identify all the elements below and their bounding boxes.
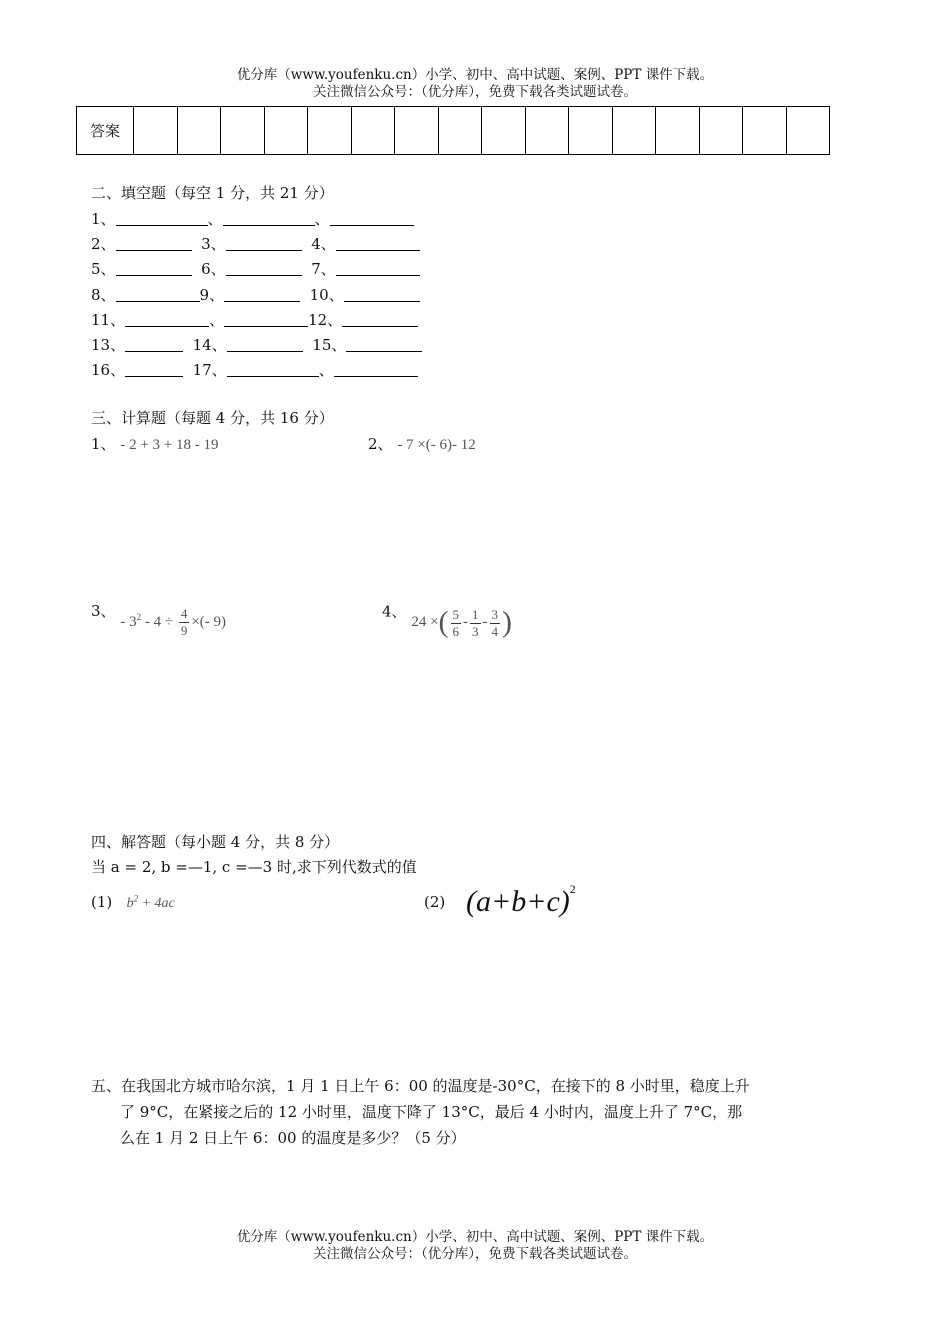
calc-question-4 [382,596,513,639]
fill-label: 、 [209,311,225,329]
math-expression [126,893,175,911]
fill-label: 4、 [311,235,336,253]
fill-blank[interactable] [125,361,183,377]
fill-label: 8、 [91,286,116,304]
answer-cell[interactable] [569,107,613,155]
fill-row [91,208,414,229]
fill-label: 16、 [91,361,126,379]
question-number: 4、 [382,602,407,621]
numerator: 3 [491,606,499,622]
section3-title: 三、计算题（每题 4 分，共 16 分） [91,409,334,427]
question-number: 2、 [368,435,393,453]
fill-label: 12、 [308,311,343,329]
fill-label: 15、 [312,336,347,354]
exponent: 2 [133,893,139,904]
fill-blank[interactable] [344,286,420,302]
fill-blank[interactable] [346,336,422,352]
answer-cell[interactable] [482,107,526,155]
right-paren: ) [502,606,513,639]
denominator: 6 [452,623,460,639]
answer-cell[interactable] [525,107,569,155]
fill-label: 6、 [201,260,226,278]
answer-cell[interactable] [786,107,830,155]
fill-blank[interactable] [116,210,208,226]
answer-cell[interactable] [699,107,743,155]
answer-cell[interactable] [612,107,656,155]
answer-cell[interactable] [264,107,308,155]
section5-line-1: 五、在我国北方城市哈尔滨，1 月 1 日上午 6：00 的温度是-30°C，在接下的 8 小时里，稳度上升 [91,1077,750,1095]
question-number: 3、 [91,601,116,620]
answer-cell[interactable] [221,107,265,155]
fraction [179,606,190,639]
answer-cell[interactable] [438,107,482,155]
header-line-2: 关注微信公众号：（优分库），免费下载各类试题试卷。 [313,84,637,100]
header-line-1: 优分库（www.youfenku.cn）小学、初中、高中试题、案例、PPT 课件下载。 [236,67,714,83]
fill-blank[interactable] [336,235,420,251]
fill-label: 、 [207,210,223,228]
fill-label: 11、 [91,311,126,329]
expr-part: + 4ac [138,896,175,911]
section4-prompt: 当 a = 2, b =—1, c =—3 时,求下列代数式的值 [91,858,417,876]
fill-blank[interactable] [226,235,302,251]
question-number: (1) [91,893,113,911]
expr-part: - 4 ÷ [144,613,174,630]
numerator: 1 [472,606,479,622]
answer-cell[interactable] [134,107,178,155]
numerator: 4 [180,606,188,621]
expr-part: - 3 [120,613,137,630]
answer-cell[interactable] [743,107,787,155]
answer-table [76,106,830,155]
fill-blank[interactable] [336,260,420,276]
denominator: 3 [472,623,479,639]
fill-label: 2、 [91,235,116,253]
calc-question-2 [368,433,476,454]
footer-line-1: 优分库（www.youfenku.cn）小学、初中、高中试题、案例、PPT 课件下载。 [236,1229,714,1245]
fill-row [91,258,420,279]
answer-cell[interactable] [351,107,395,155]
answer-cell[interactable] [395,107,439,155]
fill-label: 5、 [91,260,116,278]
fill-label: 3、 [201,235,226,253]
fill-blank[interactable] [223,210,315,226]
expr-part: ×(- 9) [191,613,227,630]
denominator: 4 [491,623,499,639]
section2-title: 二、填空题（每空 1 分，共 21 分） [91,184,334,202]
math-expression [120,606,227,638]
fill-blank[interactable] [125,336,183,352]
fill-row [91,309,418,330]
fill-row [91,284,420,305]
calc-question-1 [91,433,219,454]
fill-blank[interactable] [342,311,418,327]
fill-blank[interactable] [227,361,319,377]
fill-blank[interactable] [125,311,209,327]
expr-part: b [126,896,134,911]
expr-part: 24 × [411,614,439,631]
denominator: 9 [180,623,188,638]
page-header [0,67,950,101]
fill-label: 13、 [91,336,126,354]
fill-blank[interactable] [116,235,192,251]
numerator: 5 [452,606,460,622]
fill-blank[interactable] [334,361,418,377]
fill-blank[interactable] [224,311,308,327]
answer-cell[interactable] [177,107,221,155]
algebra-question-2-label: (2) [424,893,446,911]
fill-blank[interactable] [116,260,192,276]
answer-cell[interactable] [308,107,352,155]
fill-row [91,359,418,380]
footer-line-2: 关注微信公众号：（优分库），免费下载各类试题试卷。 [313,1246,637,1262]
algebra-question-2-expr [466,882,576,919]
exponent: 2 [569,882,576,896]
fill-label: 、 [318,361,334,379]
fill-blank[interactable] [226,260,302,276]
fill-label: 10、 [309,286,344,304]
math-expression: (a+b+c) [466,885,570,918]
fill-blank[interactable] [224,286,300,302]
fill-label: 17、 [192,361,227,379]
fraction [451,607,462,640]
fraction [470,607,481,640]
fill-label: 、 [314,210,330,228]
fill-label: 1、 [91,210,116,228]
answer-label: 答案 [77,107,134,155]
fill-label: 7、 [311,260,336,278]
calc-question-3 [91,596,227,638]
fill-row [91,334,422,355]
fill-row [91,233,420,254]
answer-cell[interactable] [656,107,700,155]
fill-blank[interactable] [116,286,200,302]
section5-line-2: 了 9°C，在紧接之后的 12 小时里，温度下降了 13°C，最后 4 小时内，温度上升了 7°C，那 [120,1103,743,1121]
question-number: 1、 [91,435,116,453]
section5-line-3: 么在 1 月 2 日上午 6：00 的温度是多少？（5 分） [120,1129,466,1147]
left-paren: ( [438,606,449,639]
math-expression: 24 ×( $\frac{5}{6}$ - $\frac{1}{3}$ - $\frac{3}{4}$ ) [411,606,513,639]
fill-blank[interactable] [227,336,303,352]
page-footer [0,1229,950,1263]
fraction [490,607,501,640]
exponent: 2 [136,611,142,622]
math-expression: - 2 + 3 + 18 - 19 [120,437,219,453]
fill-label: 14、 [192,336,227,354]
algebra-question-1 [91,893,175,912]
fill-blank[interactable] [330,210,414,226]
math-expression: - 7 ×(- 6)- 12 [397,437,476,453]
fill-label: 9、 [199,286,225,304]
section4-title: 四、解答题（每小题 4 分，共 8 分） [91,833,340,851]
